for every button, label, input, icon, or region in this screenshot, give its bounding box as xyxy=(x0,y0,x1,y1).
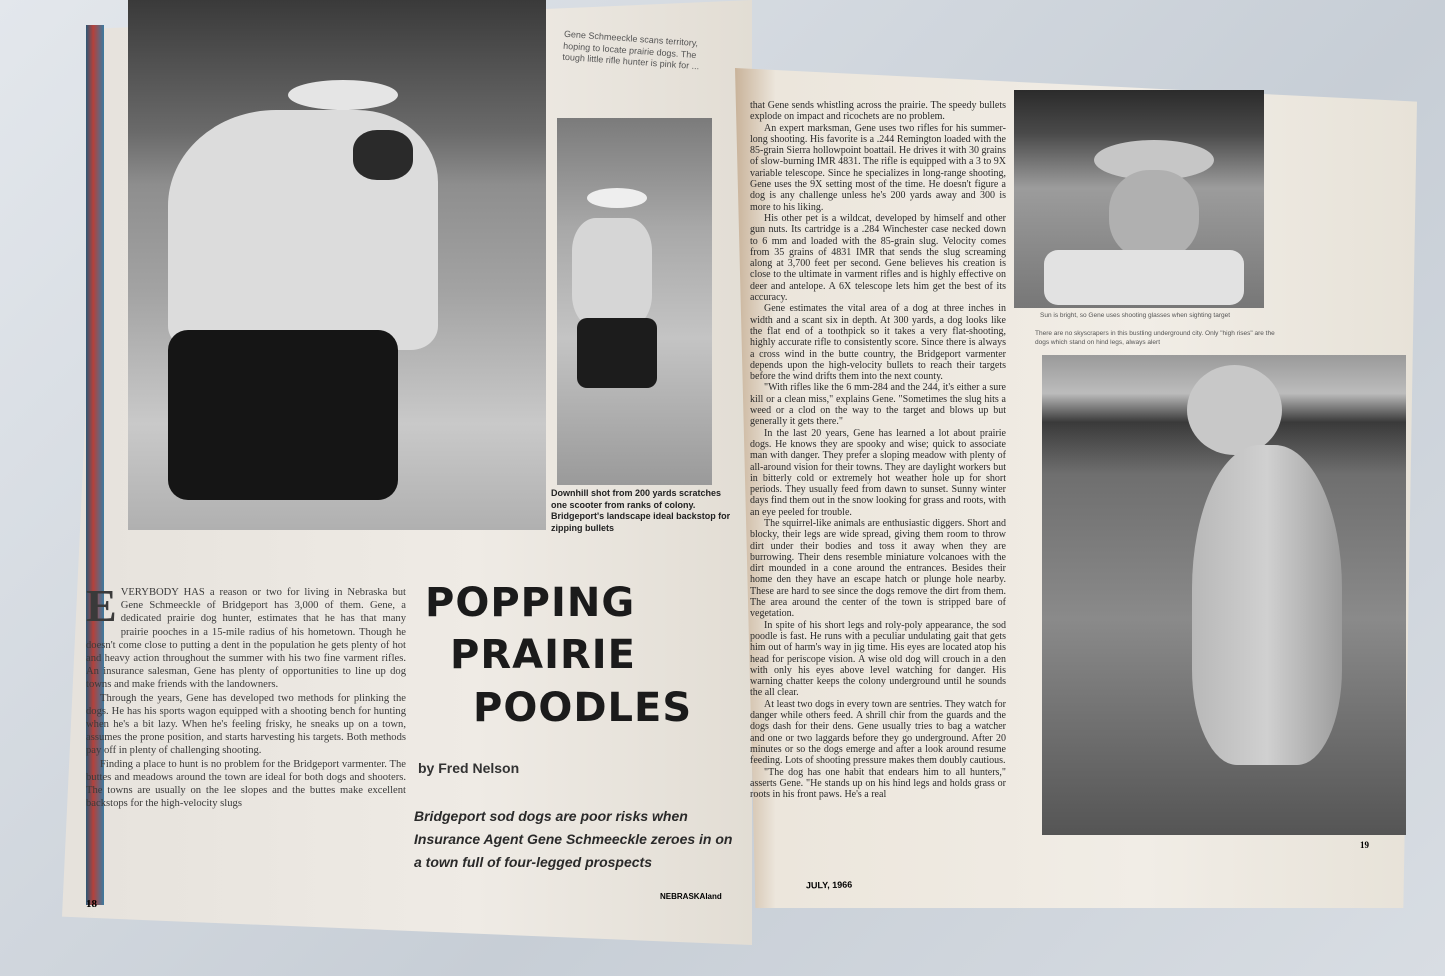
paragraph: "The dog has one habit that endears him to all hunters," asserts Gene. "He stands up on his hind legs and holds grass or roots in his front paws. He's a real xyxy=(750,766,1006,801)
paragraph: Gene estimates the vital area of a dog at three inches in width and a scant six in depth. At 300 yards, a dog looks like the flat end of a toothpick so it takes a very flat-shooting, highly accurate rifle to consistently score. Since there is always a cross wind in the butte country, the Bridgeport varmenter depends upon the high-velocity bullets to reach their targets before the wind drifts them into the next county. xyxy=(750,303,1006,383)
photo-caption-bottom: Downhill shot from 200 yards scratches one scooter from ranks of colony. Bridgeport's landscape ideal backstop for zipping bullets xyxy=(551,488,731,533)
page-number-right: 19 xyxy=(1360,840,1369,850)
page-number-left: 18 xyxy=(86,898,97,910)
paragraph: that Gene sends whistling across the prairie. The speedy bullets explode on impact and ricochets are no problem. xyxy=(750,100,1006,123)
paragraph: His other pet is a wildcat, developed by himself and other gun nuts. Its cartridge is a .284 Winchester case necked down to 6 mm and loaded with the 85-grain slug. Velocity comes from 35 grains of 4831 IMR that sends the slug screaming along at 3,700 feet per second. Gene believes his creation is close to the ultimate in varment rifles and is highly effective on deer and antelope. A 6X telescope lets him get the best of its accuracy. xyxy=(750,212,1006,304)
photo-caption-top: Gene Schmeeckle scans territory, hoping to locate prairie dogs. The tough little rifle hunter is pink for ... xyxy=(562,28,700,72)
photo-prairie-dog xyxy=(1042,355,1406,835)
photo-caption-prairie-dog: There are no skyscrapers in this bustling underground city. Only "high rises" are the dogs which stand on hind legs, always alert xyxy=(1035,330,1275,346)
paragraph: "With rifles like the 6 mm-284 and the 244, it's either a sure kill or a clean miss," explains Gene. "Sometimes the slug hits a weed or a clod on the way to the target and blows up but generally it gets there." xyxy=(750,382,1006,428)
photo-hunter-binoculars xyxy=(128,0,546,530)
article-title-line-2: PRAIRIE xyxy=(450,632,636,678)
photo-kneeling-hunter xyxy=(557,118,712,485)
byline: by Fred Nelson xyxy=(418,760,520,776)
paragraph: The squirrel-like animals are enthusiastic diggers. Short and blocky, their legs are wide spread, giving them room to throw dirt under their bodies and toss it away when they are burrowing. Their dens resemble miniature volcanoes with the dirt mounded in a cone around the entrances. Besides their home den they have an escape hatch or plunge hole nearby. These are hard to see since the dogs remove the dirt from them. The area around the center of the town is stripped bare of vegetation. xyxy=(750,517,1006,620)
article-deck: Bridgeport sod dogs are poor risks when Insurance Agent Gene Schmeeckle zeroes in on a town full of four-legged prospects xyxy=(414,808,733,870)
paragraph: In spite of his short legs and roly-poly appearance, the sod poodle is fast. He runs with a peculiar undulating gait that gets him out of harm's way in jig time. His eyes are located atop his head for periscope vision. A wise old dog will crouch in a den with only his eyes above level watching for danger. His warning chatter keeps the colony underground until he sounds the all clear. xyxy=(750,619,1006,699)
left-body-column xyxy=(86,580,406,810)
paragraph: Through the years, Gene has developed two methods for plinking the dogs. He has his sports wagon equipped with a shooting bench for hunting when he's a bit lazy. When he's feeling frisky, he sneaks up on a town, assumes the prone position, and starts harvesting his targets. Both methods pay off in plenty of challenging shooting. xyxy=(86,692,406,757)
photo-hunter-scope xyxy=(1014,90,1264,308)
paragraph: In the last 20 years, Gene has learned a lot about prairie dogs. He knows they are spooky and wise; quick to associate man with danger. They prefer a sloping meadow with plenty of all-around vision for their towns. They are daylight workers but in bitterly cold or extremely hot weather hole up for short periods. They usually feed from dawn to sunset. Sunny winter days find them out in the snow looking for grass and roots, with an eye peeled for trouble. xyxy=(750,427,1006,518)
photo-caption-scope: Sun is bright, so Gene uses shooting glasses when sighting target xyxy=(1040,312,1231,319)
paragraph: Finding a place to hunt is no problem for the Bridgeport varmenter. The buttes and meadows around the town are ideal for both dogs and shooters. The towns are usually on the lee slopes and the buttes make excellent backstops for the high-velocity slugs xyxy=(86,758,406,810)
paragraph: An expert marksman, Gene uses two rifles for his summer-long shooting. His favorite is a .244 Remington loaded with the 85-grain Sierra hollowpoint boattail. He drives it with 30 grains of slow-burning IMR 4831. The rifle is equipped with a 3 to 9X variable telescope. Since he specializes in long-range shooting, Gene uses the 9X setting most of the time. He doesn't figure a dog is any challenge unless he's 200 yards away and 300 is more to his liking. xyxy=(750,122,1006,213)
right-body-column xyxy=(750,100,1006,800)
paragraph: VERYBODY HAS a reason or two for living in Nebraska but Gene Schmeeckle of Bridgeport has 3,000 of them. Gene, a dedicated prairie dog hunter, estimates that he has that many prairie pooches in a 15-mile radius of his hometown. Though he doesn't come close to putting a dent in the population he gets plenty of hot and heavy action throughout the summer with his two fine varment rifles. An insurance salesman, Gene has plenty of opportunities to line up dog towns and make friends with the landowners. xyxy=(86,587,406,691)
magazine-name: NEBRASKAland xyxy=(660,892,722,901)
article-title-line-3: POODLES xyxy=(473,685,693,731)
paragraph: At least two dogs in every town are sentries. They watch for danger while others feed. A shrill chir from the guards and the dogs dash for their dens. Gene usually tries to bag a watcher and one or two laggards before they go underground. After 20 minutes or so the dogs emerge and after a look around resume feeding. Lots of shooting pressure makes them doubly cautious. xyxy=(750,698,1006,767)
drop-cap: E xyxy=(86,580,117,631)
article-title-line-1: POPPING xyxy=(425,580,636,626)
issue-date: JULY, 1966 xyxy=(805,879,853,891)
